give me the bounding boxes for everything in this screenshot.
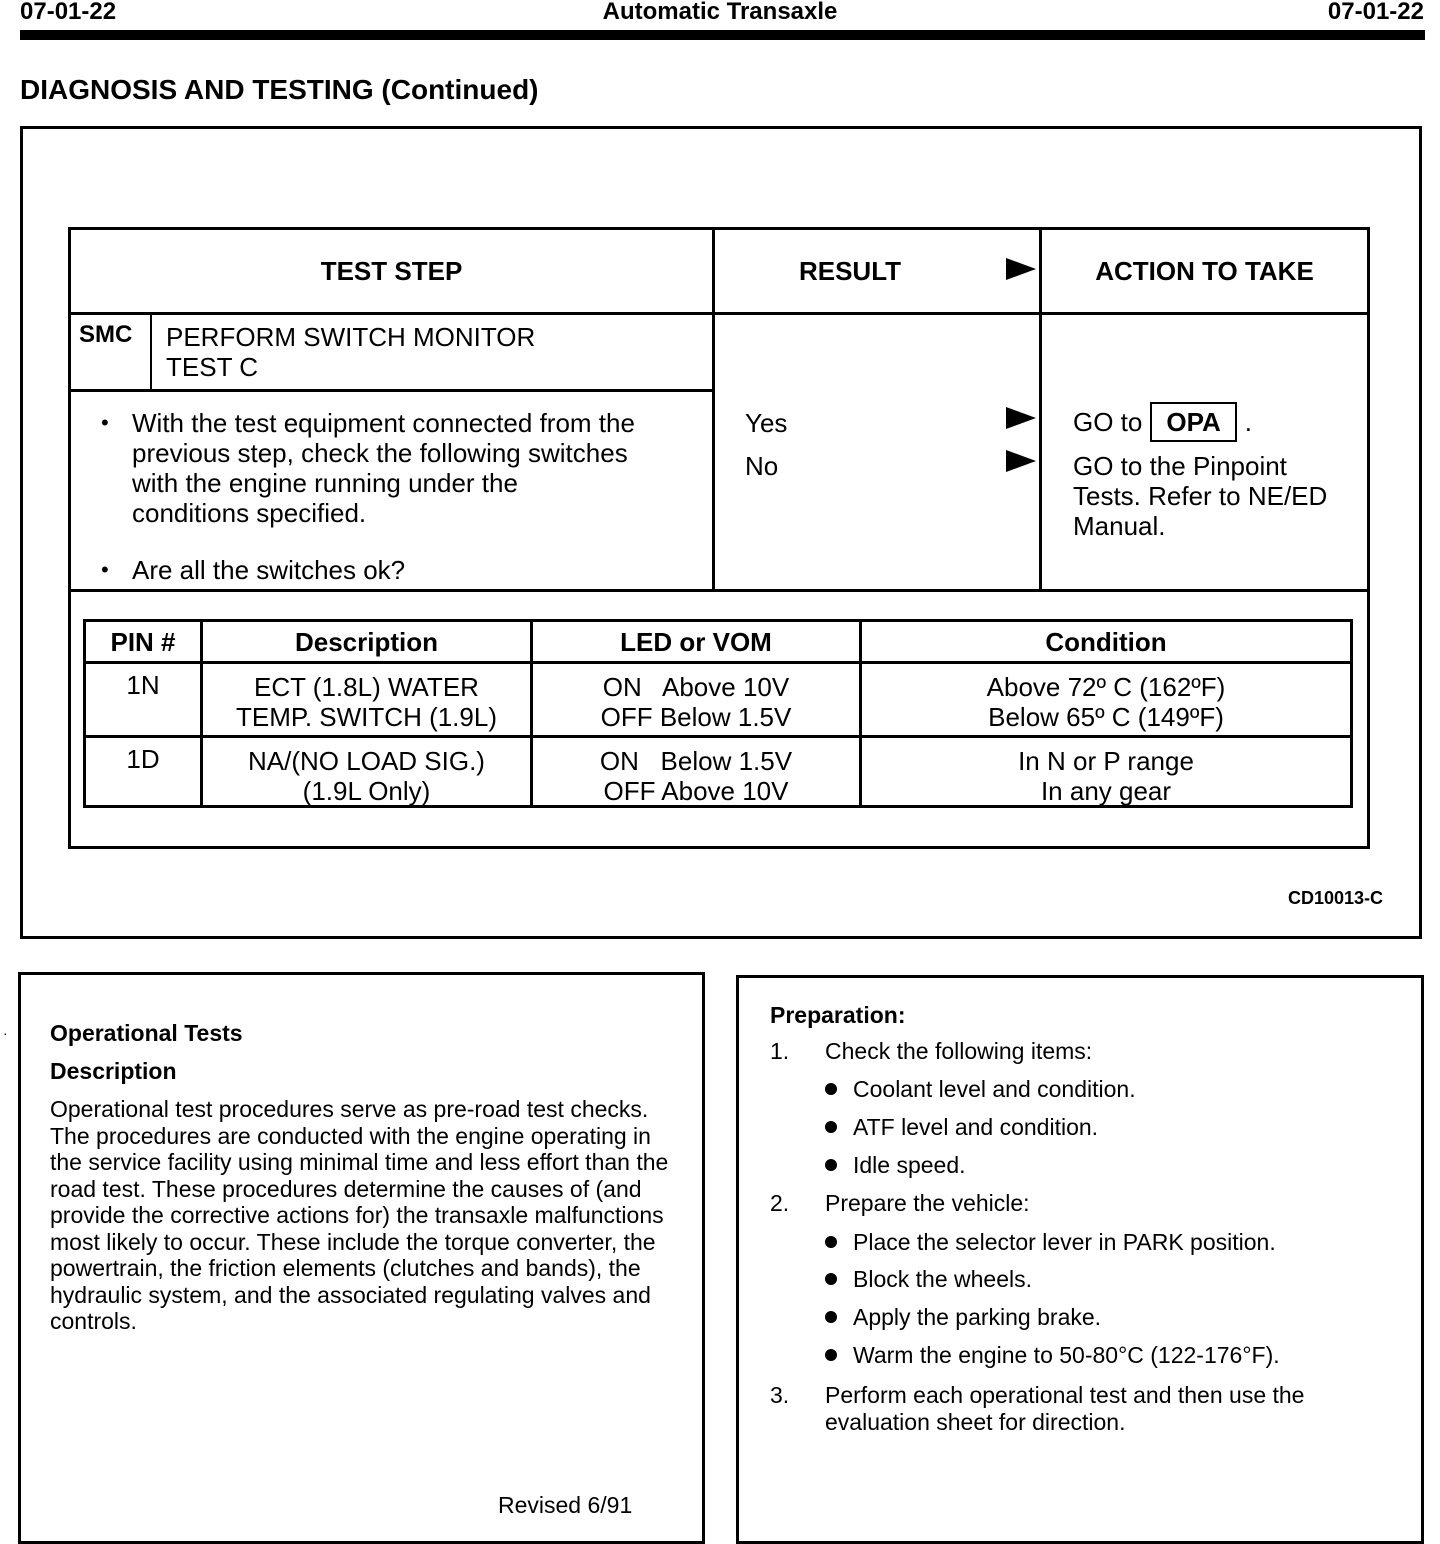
bullet-icon: [825, 1083, 837, 1095]
bullet-icon: [825, 1311, 837, 1323]
desc-1d-line-1: NA/(NO LOAD SIG.): [248, 746, 485, 776]
list-item: Place the selector lever in PARK position.: [825, 1229, 1276, 1256]
action-yes: [1073, 402, 1252, 442]
figure-code: CD10013-C: [1287, 888, 1383, 908]
header-center: Automatic Transaxle: [602, 0, 838, 25]
list-item: Coolant level and condition.: [825, 1076, 1136, 1103]
action-yes-suffix: .: [1244, 407, 1253, 437]
bullet-1-line-2: previous step, check the following switches: [132, 438, 628, 468]
list-item: Block the wheels.: [825, 1266, 1032, 1293]
col-test-step: TEST STEP: [320, 256, 463, 286]
revised-date: Revised 6/91: [498, 1492, 633, 1518]
margin-mark: ·: [3, 1025, 8, 1041]
bullet-icon: [825, 1273, 837, 1285]
result-yes: Yes: [745, 408, 788, 438]
cond-1n-line-2: Below 65º C (149ºF): [988, 702, 1224, 732]
step-text: Prepare the vehicle:: [825, 1190, 1030, 1216]
led-1n-line-2: OFF Below 1.5V: [600, 702, 792, 732]
pin-1n: 1N: [126, 670, 160, 700]
bullet-icon: [825, 1121, 837, 1133]
cond-1d-line-2: In any gear: [1040, 776, 1172, 806]
desc-1n-line-1: ECT (1.8L) WATER: [254, 672, 479, 702]
result-no: No: [745, 451, 779, 481]
operational-body: Operational test procedures serve as pre-road test checks. The procedures are conducted with the engine operating in the service facility using minimal time and less effort than the road test. These procedures determine the causes of (and provide the corrective actions for) the transaxle malfunctions most likely to occur. These include the torque converter, the powertrain, the friction elements (clutches and bands), the hydraulic system, and the associated regulating valves and controls.: [50, 1096, 669, 1334]
col-action: ACTION TO TAKE: [1095, 256, 1314, 286]
action-no-line-1: GO to the Pinpoint: [1073, 451, 1287, 481]
pin-header-description: Description: [294, 627, 439, 657]
bullet-1-line-3: with the engine running under the: [132, 468, 518, 498]
bullet-icon: [825, 1236, 837, 1248]
list-item: Idle speed.: [825, 1152, 966, 1179]
no-arrow-icon: [1006, 450, 1036, 472]
bullet-icon: •: [101, 410, 109, 435]
led-1d-line-2: OFF Above 10V: [603, 776, 789, 806]
cond-1n-line-1: Above 72º C (162ºF): [986, 672, 1226, 702]
header-left: 07-01-22: [20, 0, 117, 25]
step-text: Perform each operational test and then use the evaluation sheet for direction.: [825, 1382, 1305, 1435]
step-text: Check the following items:: [825, 1038, 1093, 1064]
action-no-line-2: Tests. Refer to NE/ED: [1073, 481, 1328, 511]
bullet-icon: [825, 1159, 837, 1171]
step-number: 2.: [770, 1190, 790, 1216]
header-rule: [20, 30, 1425, 40]
preparation-title: Preparation:: [770, 1002, 906, 1028]
bullet-1-line-1: With the test equipment connected from the: [132, 408, 635, 438]
step-number: 3.: [770, 1382, 790, 1408]
opa-link[interactable]: OPA: [1150, 402, 1236, 442]
cond-1d-line-1: In N or P range: [1018, 746, 1194, 776]
list-item: ATF level and condition.: [825, 1114, 1098, 1141]
result-arrow-icon: [1006, 258, 1036, 280]
pin-1d: 1D: [126, 744, 160, 774]
action-yes-prefix: GO to: [1073, 407, 1143, 437]
header-right: 07-01-22: [1327, 0, 1424, 25]
step-code: SMC: [79, 321, 133, 348]
action-no-line-3: Manual.: [1073, 511, 1166, 541]
list-item: Apply the parking brake.: [825, 1304, 1101, 1331]
yes-arrow-icon: [1006, 407, 1036, 429]
led-1d-line-1: ON Below 1.5V: [599, 746, 793, 776]
pin-header-led: LED or VOM: [620, 627, 772, 657]
desc-1n-line-2: TEMP. SWITCH (1.9L): [235, 702, 497, 732]
bullet-2: Are all the switches ok?: [132, 555, 406, 585]
step-title-1: PERFORM SWITCH MONITOR: [166, 322, 536, 352]
operational-subtitle: Description: [50, 1058, 177, 1084]
bullet-icon: [825, 1349, 837, 1361]
desc-1d-line-2: (1.9L Only): [302, 776, 431, 806]
operational-title: Operational Tests: [50, 1020, 243, 1046]
section-title: DIAGNOSIS AND TESTING (Continued): [20, 74, 539, 105]
list-item: Warm the engine to 50-80°C (122-176°F).: [825, 1342, 1280, 1369]
pin-header-condition: Condition: [1045, 627, 1167, 657]
led-1n-line-1: ON Above 10V: [602, 672, 790, 702]
pin-header-pin: PIN #: [110, 627, 176, 657]
bullet-1-line-4: conditions specified.: [132, 498, 367, 528]
step-number: 1.: [770, 1038, 790, 1064]
bullet-icon: •: [101, 557, 109, 582]
col-result: RESULT: [798, 256, 902, 286]
step-title-2: TEST C: [166, 352, 258, 382]
pin-table: [83, 619, 1353, 808]
